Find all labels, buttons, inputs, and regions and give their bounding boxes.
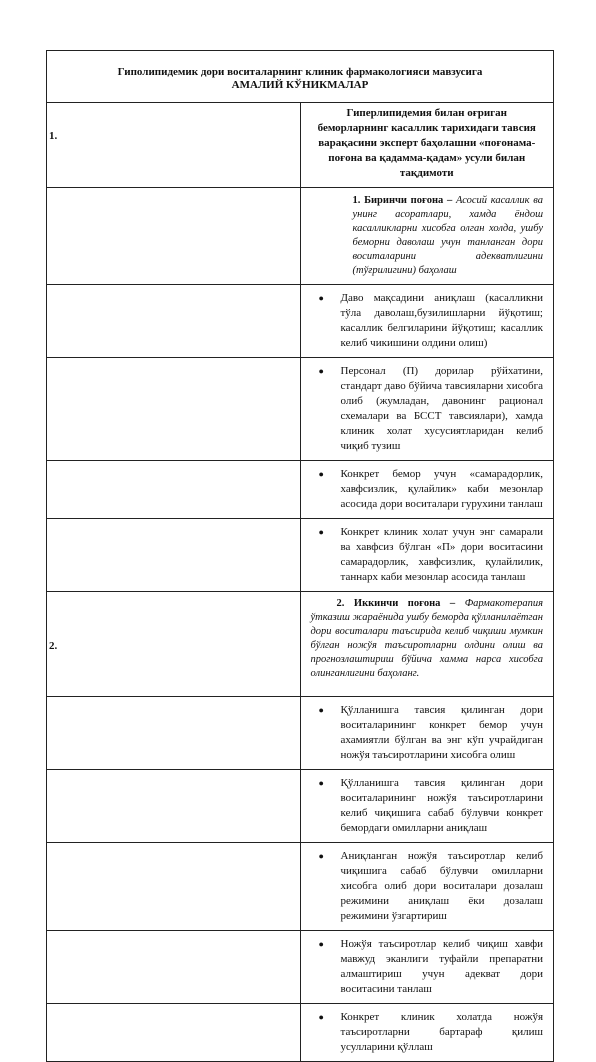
bullet-item [301,358,554,460]
bullet-icon: ● [318,705,324,715]
document-title [47,51,553,102]
list-item-text: Даво мақсадини аниқлаш (касалликни тўла даволаш,бузилишларни йўқотиш; касаллик белгиларини йўқотиш; касаллик келиб чикишини олдини олиш) [340,292,543,349]
list-item-text: Қўлланишга тавсия қилинган дори воситаларининг конкрет бемор учун ахамиятли бўлган ва энг кўп учрайдиган ножўя таъсиротларини хисобга олиш [340,704,543,761]
list-item [47,519,554,592]
list-item-text: Қўлланишга тавсия қилинган дори воситаларининг ножўя таъсиротларини келиб чиқишига сабаб бўлувчи конкрет бемордаги омилларни аниқлаш [340,777,543,834]
title-line-2: АМАЛИЙ КЎНИКМАЛАР [231,79,369,91]
section1-number: 1. [49,130,58,142]
bullet-icon: ● [318,939,324,949]
section1-title: Гиперлипидемия билан оғриган беморларнинг касаллик тарихидаги тавсия варақасини эксперт баҳолашни «поғонама- поғона ва қадамма-қадам» усули билан тақдимоти [317,107,536,179]
bullet-icon: ● [318,366,324,376]
bullet-item [301,519,554,591]
table-header-row [47,51,554,103]
list-item-text: Конкрет бемор учун «самарадорлик, хавфсизлик, қулайлик» каби мезонлар асосида дори воситалари гурухини танлаш [340,468,543,510]
bullet-icon: ● [318,851,324,861]
empty-number-cell [47,188,301,285]
empty-number-cell [47,285,301,358]
skills-table [46,50,554,1062]
section2-cell [300,592,554,697]
list-item [47,697,554,770]
bullet-item [301,843,554,930]
list-item-cell [300,770,554,843]
empty-number-cell [47,461,301,519]
section1-number-cell [47,103,301,188]
list-item [47,931,554,1004]
empty-number-cell [47,770,301,843]
section1-title-row [47,103,554,188]
stage1-lead: 1. Биринчи поғона – [352,195,453,206]
bullet-item [301,285,554,357]
stage1-text [301,188,554,284]
section2-number: 2. [49,640,58,652]
header-cell [47,51,554,103]
list-item-text: Ножўя таъсиротлар келиб чиқиш хавфи мавжуд эканлиги туфайли препаратни алмаштириш учун адекват дори воситасини танлаш [340,938,543,995]
bullet-icon: ● [318,527,324,537]
list-item-text: Персонал (П) дорилар рўйхатини, стандарт даво бўйича тавсияларни хисобга олиб (жумладан, давонинг рационал схемалари ва БССТ тавсиялари), хамда клиник холат хусусиятларидан келиб чиқиб тузиш [340,365,543,452]
list-item-cell [300,285,554,358]
empty-number-cell [47,519,301,592]
empty-number-cell [47,697,301,770]
list-item-cell [300,519,554,592]
list-item [47,843,554,931]
list-item [47,770,554,843]
section2-description: Фармакотерапия ўтказиш жараёнида ушбу беморда қўлланилаётган дори воситалари таъсирида келиб чиқиши мумкин бўлган ножўя таъсиротларни олдини олиш ва прогнозлаштириш бўйича хамма нарса хисобга олинганлигини баҳоланг. [310,598,543,679]
empty-number-cell [47,1004,301,1062]
stage1-cell [300,188,554,285]
stage1-row [47,188,554,285]
list-item-cell [300,931,554,1004]
section2-row [47,592,554,697]
bullet-item [301,931,554,1003]
section1-title-cell [300,103,554,188]
bullet-icon: ● [318,1012,324,1022]
title-line-1: Гиполипидемик дори воситаларнинг клиник фармакологияси мавзусига [117,66,483,78]
empty-number-cell [47,843,301,931]
list-item-cell [300,697,554,770]
list-item-cell [300,1004,554,1062]
bullet-item [301,461,554,518]
list-item-cell [300,358,554,461]
section2-number-cell [47,592,301,697]
section2-lead: 2. Иккинчи поғона – [336,598,456,609]
bullet-icon: ● [318,293,324,303]
bullet-icon: ● [318,469,324,479]
empty-number-cell [47,358,301,461]
bullet-item [301,770,554,842]
bullet-icon: ● [318,778,324,788]
stage1-description: Асосий касаллик ва унинг асоратлари, хамда ёндош касалликларни хисобга олган холда, ушбу беморни даволаш учун танланган дори воситаларини адекватлигини (тўғрилигини) баҳолаш [352,195,543,276]
list-item-text: Конкрет клиник холат учун энг самарали ва хавфсиз бўлган «П» дори воситасини самарадорлик, хавфсизлик, қулайлилик, таннарх каби мезонлар асосида танлаш [340,526,543,583]
list-item-text: Аниқланган ножўя таъсиротлар келиб чиқишига сабаб бўлувчи омилларни хисобга олиб дори воситалари дозалаш режимини аниқлаш ёки дозалаш режимини ўзгартириш [340,850,543,922]
list-item-text: Конкрет клиник холатда ножўя таъсиротларни бартараф қилиш усулларини қўллаш [340,1011,543,1053]
section2-text [301,592,554,687]
bullet-item [301,1004,554,1061]
document-page [46,50,554,1062]
empty-number-cell [47,931,301,1004]
list-item [47,461,554,519]
list-item [47,358,554,461]
list-item-cell [300,461,554,519]
bullet-item [301,697,554,769]
list-item-cell [300,843,554,931]
list-item [47,285,554,358]
list-item [47,1004,554,1062]
